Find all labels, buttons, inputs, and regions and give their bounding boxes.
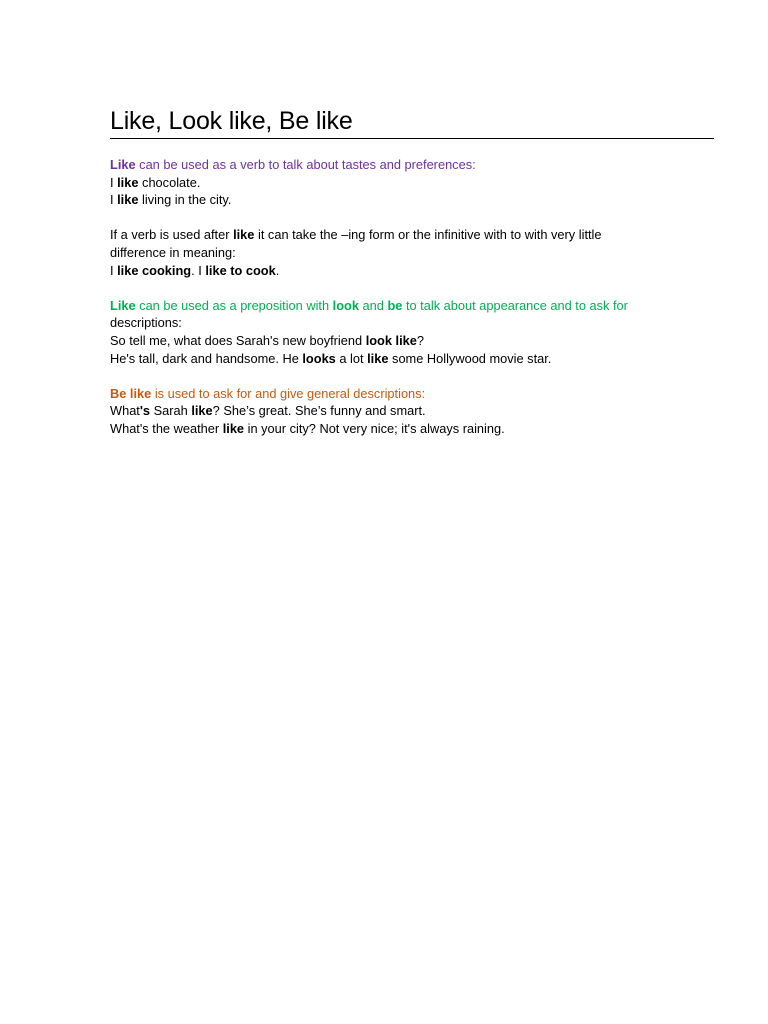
section-verb-heading: Like can be used as a verb to talk about tastes and preferences: [110,157,476,172]
explanation-line: difference in meaning: [110,244,236,260]
explanation-line: If a verb is used after like it can take the –ing form or the infinitive with to with very little [110,227,602,243]
section-be-like-heading: Be like is used to ask for and give general descriptions: [110,385,426,401]
explanation-line: descriptions: [110,315,182,331]
page-title: Like, Look like, Be like [110,104,714,139]
example-line: I like chocolate. [110,174,201,190]
example-line: He's tall, dark and handsome. He looks a lot like some Hollywood movie star. [110,350,552,366]
section-preposition-heading: Like can be used as a preposition with look and be to talk about appearance and to ask for [110,297,628,313]
example-line: I like living in the city. [110,192,232,208]
example-line: So tell me, what does Sarah's new boyfriend look like? [110,332,425,348]
document-body [110,156,714,438]
document-page [110,104,714,438]
example-line: What's Sarah like? She’s great. She’s funny and smart. [110,403,426,419]
example-line: I like cooking. I like to cook. [110,262,280,278]
example-line: What's the weather like in your city? Not very nice; it's always raining. [110,420,505,436]
keyword: Like [110,157,136,172]
